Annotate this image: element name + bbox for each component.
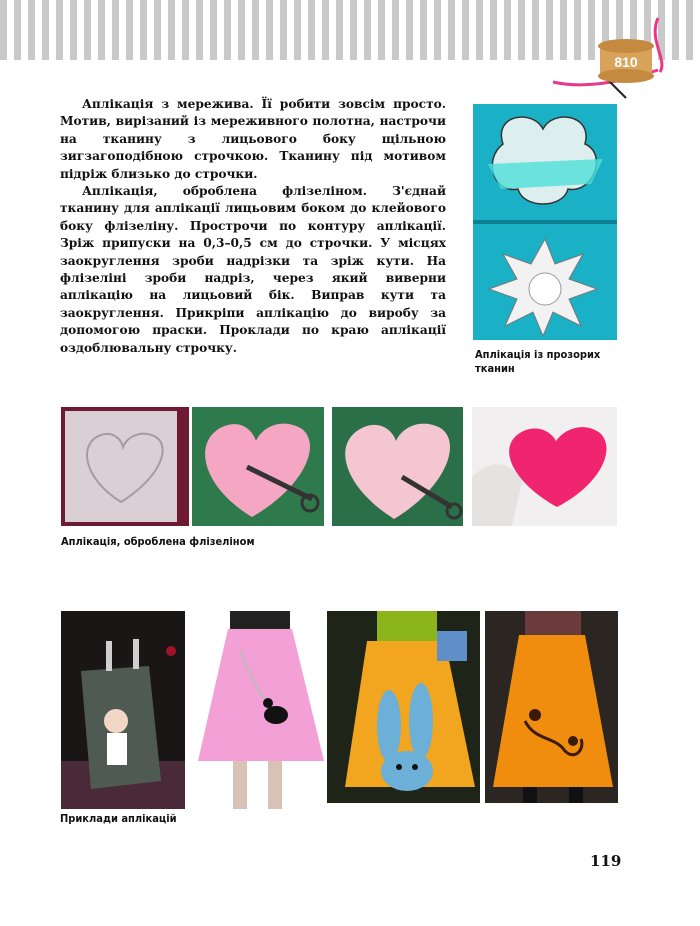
caption-sheer: Аплікація із прозорих тканин [475,348,601,375]
thread-spool-icon [548,10,678,100]
caption-examples: Приклади аплікацій [60,812,177,825]
caption-interfacing: Аплікація, оброблена флізеліном [61,535,255,548]
body-text [60,96,446,357]
paragraph-interfacing: Аплікація, оброблена флізеліном. З'єднай тканину для аплікації лицьовим боком до клейового боку флізеліну. Прострочи по контуру аплікації. Зріж припуски на 0,3–0,5 см до строчки. У місцях заокруглення зроби надрізки та зріж кути. На флізеліні зроби надріз, через який виверни аплікацію на лицьовий бік. Виправ кути та заокруглення. Прикріпи аплікацію до виробу за допомогою праски. Проклади по краю аплікації оздоблювальну строчку. [60,184,446,355]
photo-sheer-applique [473,104,617,340]
photo-example-orange-skirt [485,611,618,803]
photo-example-poodle-skirt [188,611,324,809]
photo-heart-step-3 [332,407,463,526]
badge-number: 810 [614,54,638,70]
photo-example-bag [61,611,185,809]
photo-heart-step-1 [61,407,189,526]
photo-heart-step-2 [192,407,324,526]
photo-example-bunny-skirt [327,611,480,803]
paragraph-lace: Аплікація з мереживa. Її робити зовсім просто. Мотив, вирізаний із мереживного полотна, настрочи на тканину з лицьового боку щільною зигзагоподібною строчкою. Тканину під мотивом підріж близько до строчки. [60,97,446,181]
page-number: 119 [590,852,622,870]
photo-heart-step-4 [472,407,617,526]
